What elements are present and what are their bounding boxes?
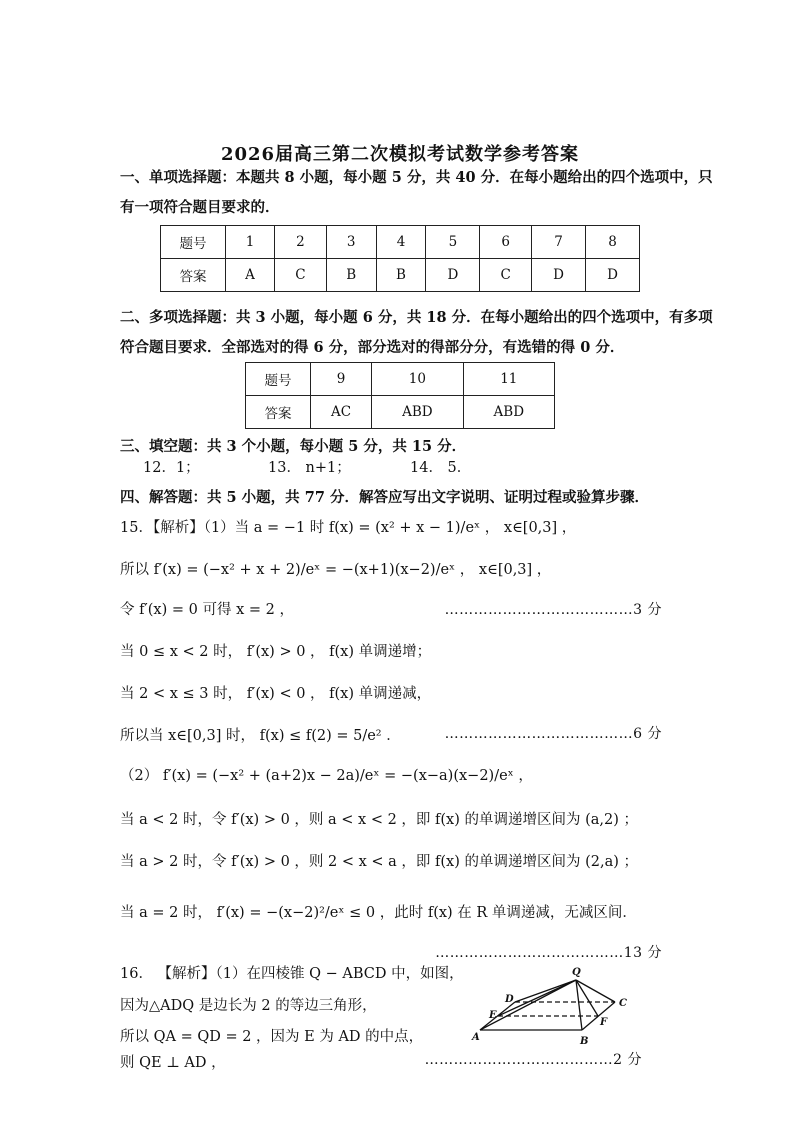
q15-line3: 令 f′(x) = 0 可得 x = 2 ， bbox=[120, 602, 294, 618]
label-E: E bbox=[489, 1010, 497, 1021]
answer-12: 12．1； bbox=[143, 460, 200, 476]
table-cell: AC bbox=[311, 396, 372, 429]
q15-line8: 当 a < 2 时，令 f′(x) > 0 ，则 a < x < 2 ，即 f(x) 的单调递增区间为 (a,2) ； bbox=[120, 812, 639, 828]
page-title: 2026届高三第二次模拟考试数学参考答案 bbox=[220, 144, 580, 165]
table-cell: C bbox=[480, 259, 532, 292]
table-row bbox=[161, 226, 640, 259]
table-cell: 8 bbox=[586, 226, 640, 259]
q15-line4: 当 0 ≤ x < 2 时， f′(x) > 0 ， f(x) 单调递增； bbox=[120, 644, 432, 660]
table-cell: 2 bbox=[275, 226, 327, 259]
table-cell: D bbox=[532, 259, 586, 292]
answer-13: 13． n+1； bbox=[268, 460, 351, 476]
table-cell: 10 bbox=[372, 363, 463, 396]
edge-QC bbox=[576, 980, 615, 1002]
table-cell: A bbox=[226, 259, 275, 292]
label-D: D bbox=[505, 994, 514, 1005]
table-cell: C bbox=[275, 259, 327, 292]
label-B: B bbox=[580, 1036, 589, 1047]
q16-line4: 则 QE ⊥ AD ， bbox=[120, 1055, 226, 1071]
section2-intro-line2: 符合题目要求．全部选对的得 6 分，部分选对的得部分分，有选错的得 0 分． bbox=[120, 339, 625, 356]
table-cell: D bbox=[586, 259, 640, 292]
q15-line9: 当 a > 2 时，令 f′(x) > 0 ，则 2 < x < a ，即 f(x) 的单调递增区间为 (2,a) ； bbox=[120, 854, 639, 870]
q16-line1: 16． 【解析】（1）在四棱锥 Q − ABCD 中，如图， bbox=[120, 966, 464, 982]
section1-intro-line2: 有一项符合题目要求的． bbox=[120, 199, 280, 216]
label-A: A bbox=[472, 1032, 480, 1043]
edge-QD bbox=[515, 980, 576, 1002]
table-cell: D bbox=[426, 259, 480, 292]
table-row bbox=[246, 363, 555, 396]
label-C: C bbox=[619, 998, 627, 1009]
q15-line1: 15．【解析】（1）当 a = −1 时 f(x) = (x² + x − 1)/eˣ ， x∈[0,3] ， bbox=[120, 520, 577, 536]
section4-intro: 四、解答题：共 5 小题，共 77 分．解答应写出文字说明、证明过程或验算步骤． bbox=[120, 489, 649, 506]
table-cell: 7 bbox=[532, 226, 586, 259]
section1-intro-line1: 一、单项选择题：本题共 8 小题，每小题 5 分，共 40 分．在每小题给出的四个选项中，只 bbox=[120, 169, 713, 186]
section2-answer-table bbox=[245, 362, 555, 429]
table-header-label: 题号 bbox=[246, 363, 311, 396]
q16-line2: 因为△ADQ 是边长为 2 的等边三角形， bbox=[120, 998, 377, 1014]
section1-answer-table bbox=[160, 225, 640, 292]
q15-line5: 当 2 < x ≤ 3 时， f′(x) < 0 ， f(x) 单调递减， bbox=[120, 686, 432, 702]
table-cell: 11 bbox=[463, 363, 554, 396]
table-cell: ABD bbox=[463, 396, 554, 429]
q15-line2: 所以 f′(x) = (−x² + x + 2)/eˣ = −(x+1)(x−2)/eˣ ， x∈[0,3] ， bbox=[120, 562, 552, 578]
table-header-label: 题号 bbox=[161, 226, 226, 259]
table-cell: B bbox=[326, 259, 376, 292]
section2-intro-line1: 二、多项选择题：共 3 小题，每小题 6 分，共 18 分．在每小题给出的四个选项中，有多项 bbox=[120, 309, 713, 326]
q15-line7: （2） f′(x) = (−x² + (a+2)x − 2a)/eˣ = −(x−a)(x−2)/eˣ ， bbox=[120, 768, 533, 784]
q15-score-3: …………………………………3 分 bbox=[444, 602, 662, 618]
label-Q: Q bbox=[572, 967, 581, 978]
table-cell: 6 bbox=[480, 226, 532, 259]
answer-14: 14． 5． bbox=[410, 460, 472, 476]
table-cell: 1 bbox=[226, 226, 275, 259]
table-cell: 3 bbox=[326, 226, 376, 259]
q15-line6: 所以当 x∈[0,3] 时， f(x) ≤ f(2) = 5/e² ． bbox=[120, 728, 401, 744]
q16-score-2: …………………………………2 分 bbox=[424, 1052, 642, 1068]
q16-line3: 所以 QA = QD = 2 ，因为 E 为 AD 的中点， bbox=[120, 1029, 424, 1045]
q15-line10: 当 a = 2 时， f′(x) = −(x−2)²/eˣ ≤ 0 ，此时 f(x) 在 R 单调递减，无减区间． bbox=[120, 905, 637, 921]
table-cell: 5 bbox=[426, 226, 480, 259]
table-cell: B bbox=[376, 259, 426, 292]
table-cell: ABD bbox=[372, 396, 463, 429]
edge-QA bbox=[480, 980, 576, 1030]
table-cell: 9 bbox=[311, 363, 372, 396]
q15-score-13: …………………………………13 分 bbox=[435, 945, 662, 961]
table-answer-label: 答案 bbox=[246, 396, 311, 429]
table-cell: 4 bbox=[376, 226, 426, 259]
q15-score-6: …………………………………6 分 bbox=[444, 726, 662, 742]
table-row bbox=[161, 259, 640, 292]
label-F: F bbox=[600, 1017, 608, 1028]
table-row bbox=[246, 396, 555, 429]
pyramid-figure bbox=[470, 962, 640, 1052]
table-answer-label: 答案 bbox=[161, 259, 226, 292]
section3-intro: 三、填空题：共 3 个小题，每小题 5 分，共 15 分． bbox=[120, 438, 467, 455]
